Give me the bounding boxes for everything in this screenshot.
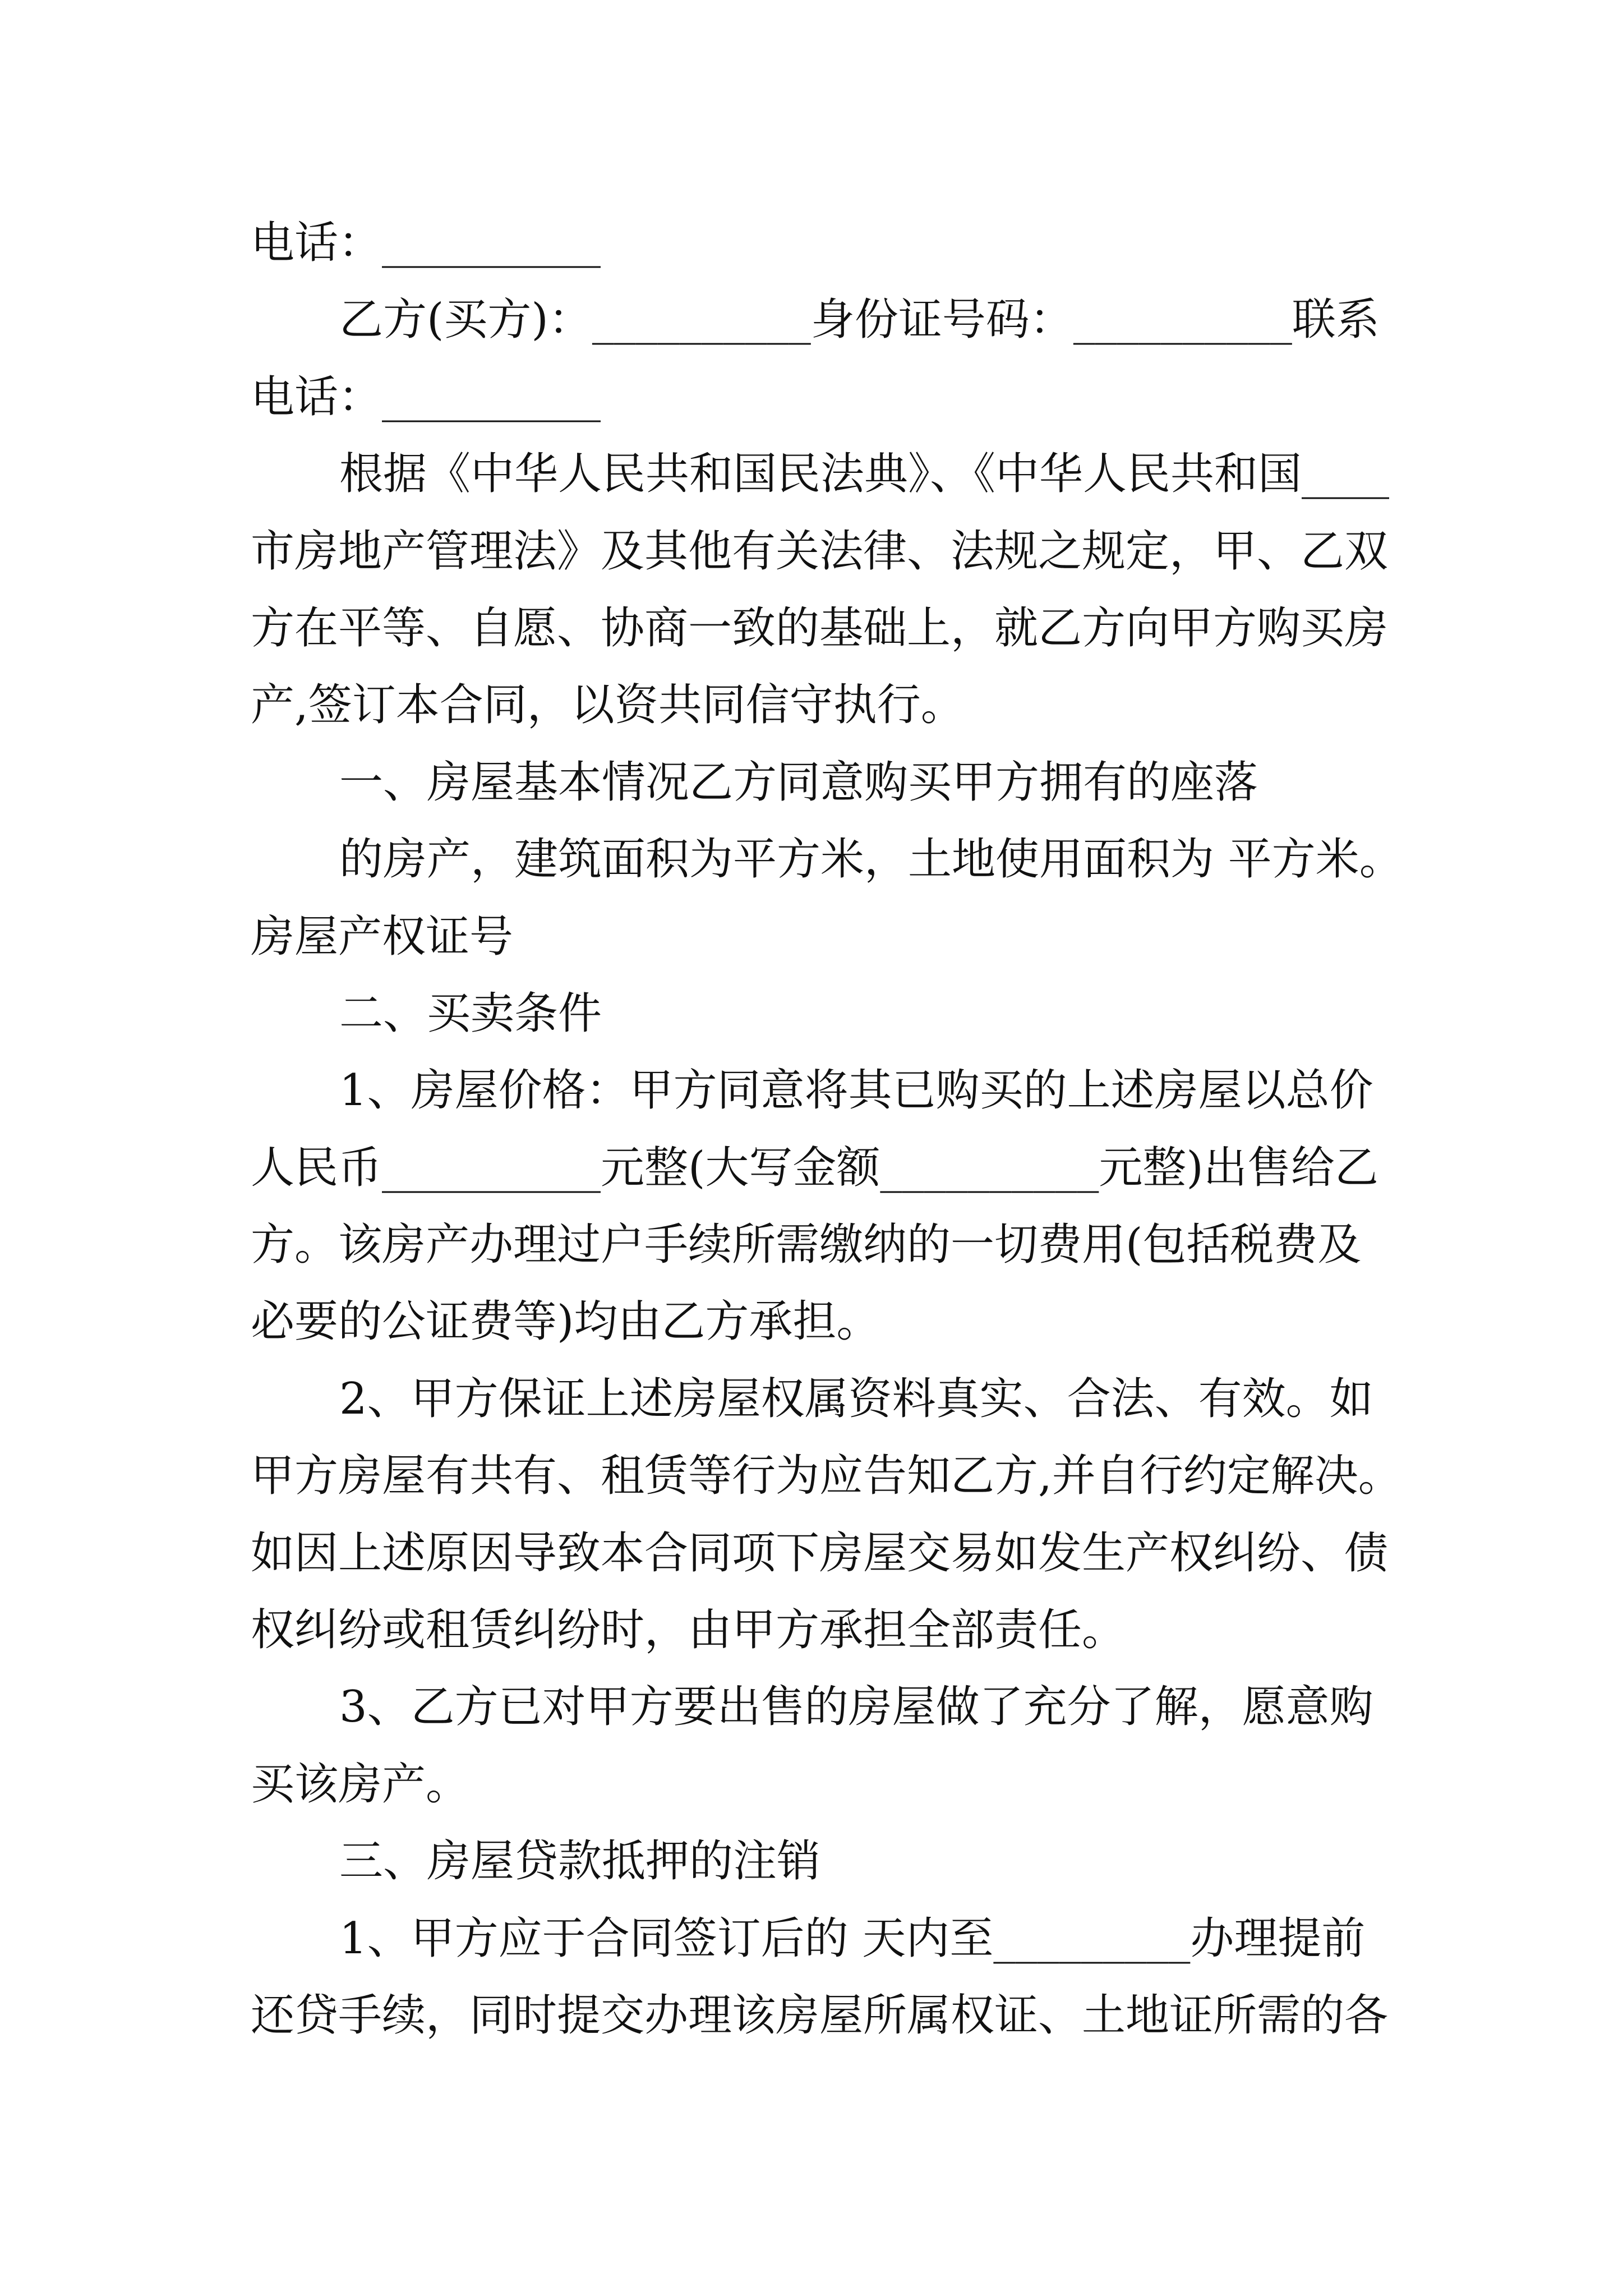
section-1-heading	[251, 744, 1455, 821]
section-3-heading	[251, 1823, 1455, 1900]
text-line: 产,签订本合同，以资共同信守执行。	[251, 680, 965, 731]
text-line: 甲方房屋有共有、租赁等行为应告知乙方,并自行约定解决。	[251, 1451, 1402, 1502]
section-1-body	[251, 821, 1455, 976]
text-line: 二、买卖条件	[339, 988, 602, 1039]
clause-2-2-paragraph	[251, 1361, 1455, 1669]
text-line: 权纠纷或租赁纠纷时，由甲方承担全部责任。	[251, 1605, 1126, 1656]
text-line: 还贷手续，同时提交办理该房屋所属权证、土地证所需的各	[251, 1990, 1389, 2041]
text-line: 房屋产权证号	[251, 911, 514, 962]
text-line: 根据《中华人民共和国民法典》、《中华人民共和国____	[339, 449, 1390, 500]
text-line: 方在平等、自愿、协商一致的基础上，就乙方向甲方购买房	[251, 602, 1389, 654]
text-line: 市房地产管理法》及其他有关法律、法规之规定，甲、乙双	[251, 526, 1389, 577]
section-2-heading	[251, 976, 1455, 1052]
text-line: 买该房产。	[251, 1759, 470, 1810]
text-line: 三、房屋贷款抵押的注销	[339, 1836, 821, 1887]
text-line: 2、甲方保证上述房屋权属资料真实、合法、有效。如	[339, 1373, 1373, 1424]
text-line: 1、房屋价格：甲方同意将其已购买的上述房屋以总价	[339, 1065, 1373, 1116]
text-line: 3、乙方已对甲方要出售的房屋做了充分了解，愿意购	[339, 1682, 1373, 1733]
text-line: 一、房屋基本情况乙方同意购买甲方拥有的座落	[339, 757, 1258, 808]
text-line: 方。该房产办理过户手续所需缴纳的一切费用(包括税费及	[251, 1220, 1362, 1271]
text-line: 1、甲方应于合同签订后的 天内至_________办理提前	[339, 1913, 1366, 1964]
clause-2-3-paragraph	[251, 1669, 1455, 1823]
party-a-phone-paragraph	[251, 205, 1455, 282]
text-line: 的房产，建筑面积为平方米，土地使用面积为 平方米。	[339, 834, 1403, 885]
clause-2-1-paragraph	[251, 1052, 1455, 1361]
preamble-paragraph	[251, 436, 1455, 744]
text-line: 如因上述原因导致本合同项下房屋交易如发生产权纠纷、债	[251, 1527, 1389, 1579]
text-line: 电话：__________	[251, 371, 601, 422]
text-line: 必要的公证费等)均由乙方承担。	[251, 1296, 880, 1347]
text-line: 人民币__________元整(大写金额__________元整)出售给乙	[251, 1142, 1378, 1193]
party-b-paragraph	[251, 282, 1455, 436]
text-line: 电话：__________	[251, 218, 601, 268]
text-line: 乙方(买方)：__________身份证号码：__________联系	[339, 295, 1380, 346]
clause-3-1-paragraph	[251, 1901, 1455, 2055]
